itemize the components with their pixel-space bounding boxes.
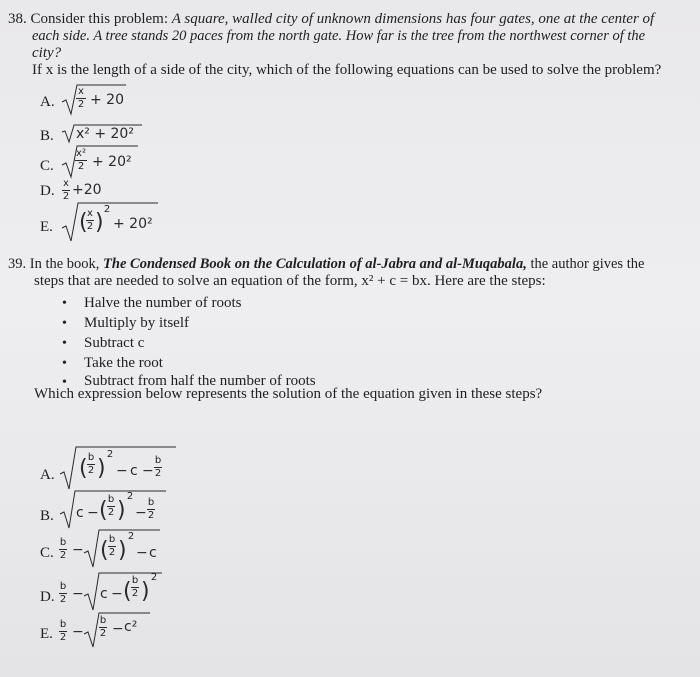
bullet-icon: • [62, 375, 67, 390]
minus-sign: − [135, 505, 147, 521]
q38-a-expr: + 20 [90, 92, 124, 108]
q39-question: Which expression below represents the solution of the equation given in these steps? [34, 386, 543, 402]
q38-b-expr: x² + 20² [76, 126, 134, 142]
two-den: 2 [147, 510, 155, 521]
q39-step-3: Subtract c [84, 335, 145, 351]
bullet-icon: • [62, 296, 67, 311]
b-num: b [154, 455, 162, 466]
q39-number: 39. [8, 256, 27, 272]
q39-step-2: Multiply by itself [84, 315, 189, 331]
b-num: b [108, 534, 116, 545]
left-paren: ( [123, 579, 132, 604]
q38-story-1: A square, walled city of unknown dimensions has four gates, one at the center of [171, 11, 655, 27]
q38-c-num: x² [76, 148, 86, 159]
q38-line-1 [8, 11, 654, 28]
left-paren: ( [79, 210, 88, 235]
q38-a-den: 2 [77, 99, 85, 110]
q39-line-2: steps that are needed to solve an equation of the form, x² + c = bx. Here are the steps: [34, 273, 546, 289]
q38-e-den: 2 [86, 221, 94, 232]
minus-sign: − [111, 586, 123, 602]
q38-story-3: city? [32, 45, 62, 61]
two-den: 2 [59, 632, 67, 643]
q39-intro: In the book, [29, 256, 100, 272]
q38-d-expr: +20 [72, 182, 102, 198]
square-exp: 2 [106, 449, 114, 460]
q39-option-e-letter: E. [40, 626, 53, 642]
q39-step-5: Subtract from half the number of roots [84, 373, 316, 389]
two-den: 2 [59, 550, 67, 561]
minus-sign: − [142, 463, 154, 479]
q38-d-num: x [63, 178, 69, 189]
left-paren: ( [99, 498, 108, 523]
minus-sign: − [87, 505, 99, 521]
q39-option-b-letter: B. [40, 508, 54, 524]
minus-sign: − [72, 542, 84, 558]
q38-c-expr: + 20² [92, 154, 132, 170]
b-num: b [99, 615, 107, 626]
c-squared: c² [124, 619, 138, 635]
bullet-icon: • [62, 336, 67, 351]
c-var: c [76, 505, 84, 521]
q38-e-num: x [87, 208, 93, 219]
q38-option-e-letter: E. [40, 219, 53, 235]
q38-number: 38. [8, 11, 27, 27]
two-den: 2 [59, 594, 67, 605]
right-paren: ) [117, 498, 126, 523]
square-exp: 2 [150, 572, 158, 583]
left-paren: ( [100, 538, 109, 563]
q39-book-title: The Condensed Book on the Calculation of al-Jabra and al-Muqabala, [103, 256, 527, 272]
minus-sign: − [116, 463, 128, 479]
q39-line-1 [8, 256, 644, 273]
two-den: 2 [131, 588, 139, 599]
bullet-icon: • [62, 316, 67, 331]
b-num: b [107, 494, 115, 505]
q39-option-d-letter: D. [40, 589, 55, 605]
q38-lead: Consider this problem: [30, 11, 168, 27]
q38-option-a-letter: A. [40, 94, 55, 110]
q38-option-b-letter: B. [40, 128, 54, 144]
two-den: 2 [107, 507, 115, 518]
two-den: 2 [99, 628, 107, 639]
b-num: b [87, 452, 95, 463]
b-num: b [59, 581, 67, 592]
left-paren: ( [79, 456, 88, 481]
q39-option-c-letter: C. [40, 545, 54, 561]
q39-step-4: Take the root [84, 355, 163, 371]
minus-sign: − [72, 624, 84, 640]
q39-after: the author gives the [530, 256, 645, 272]
q38-option-c-letter: C. [40, 158, 54, 174]
bullet-icon: • [62, 356, 67, 371]
right-paren: ) [141, 579, 150, 604]
square-exp: 2 [127, 531, 135, 542]
b-num: b [131, 575, 139, 586]
c-var: c [130, 463, 138, 479]
right-paren: ) [97, 456, 106, 481]
minus-sign: − [112, 621, 124, 637]
q38-d-den: 2 [62, 191, 70, 202]
q39-option-a-letter: A. [40, 467, 55, 483]
minus-sign: − [72, 586, 84, 602]
q38-question: If x is the length of a side of the city, which of the following equations can be used to solve the problem? [32, 62, 662, 78]
q38-option-d-letter: D. [40, 183, 55, 199]
minus-sign: − [136, 545, 148, 561]
right-paren: ) [95, 210, 104, 235]
b-num: b [59, 619, 67, 630]
q39-step-1: Halve the number of roots [84, 295, 242, 311]
square-exp: 2 [126, 491, 134, 502]
q38-c-den: 2 [77, 161, 85, 172]
two-den: 2 [154, 468, 162, 479]
c-var: c [149, 545, 157, 561]
q38-e-sup: 2 [103, 204, 111, 215]
right-paren: ) [118, 538, 127, 563]
b-num: b [59, 537, 67, 548]
q38-e-expr: + 20² [113, 216, 153, 232]
q38-story-2: each side. A tree stands 20 paces from the north gate. How far is the tree from the northwest corner of the [32, 28, 646, 44]
two-den: 2 [87, 465, 95, 476]
two-den: 2 [108, 547, 116, 558]
q38-a-num: x [78, 86, 84, 97]
c-var: c [100, 586, 108, 602]
b-num: b [147, 497, 155, 508]
